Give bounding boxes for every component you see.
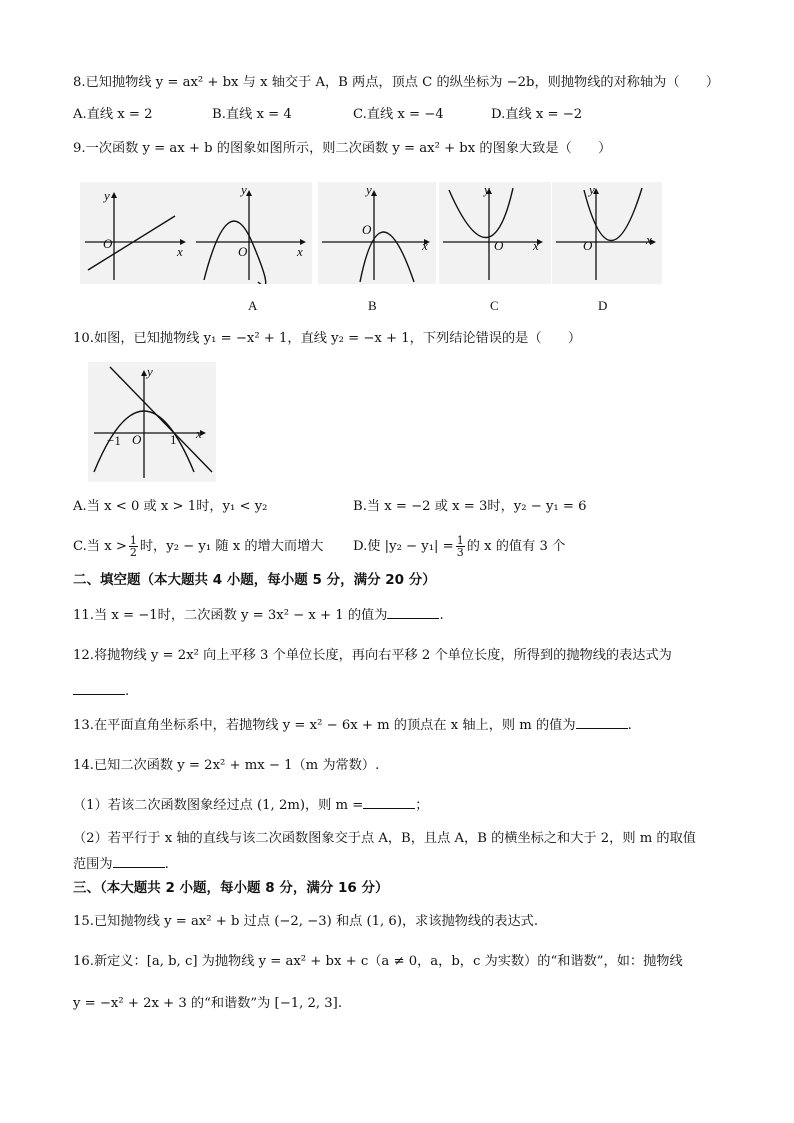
q10-one-label: 1 bbox=[170, 432, 177, 447]
q10-x-label: x bbox=[196, 426, 202, 441]
q14-part1-end: ； bbox=[415, 798, 429, 813]
q9-option-c-label: C bbox=[490, 298, 499, 313]
q12-end: . bbox=[125, 684, 130, 699]
q16-line1: 16.新定义：[a, b, c] 为抛物线 y = ax² + bx + c（a ≠ 0，a，b，c 为实数）的“和谐数”，如：抛物线 bbox=[73, 954, 683, 969]
q14-part2-line1: （2）若平行于 x 轴的直线与该二次函数图象交于点 A，B，且点 A，B 的横坐标之和大于 2，则 m 的取值 bbox=[73, 831, 696, 846]
q9-option-d-label: D bbox=[598, 298, 608, 313]
q9-graph-d-x-label: x bbox=[646, 232, 652, 247]
q10-option-d-prefix: D.使 |y₂ − y₁| = bbox=[353, 539, 454, 554]
q11 bbox=[73, 606, 444, 625]
q10-option-d-fraction bbox=[456, 535, 465, 558]
q9-graph-d-origin-label: O bbox=[583, 238, 593, 253]
q15-text: 15.已知抛物线 y = ax² + b 过点 (−2, −3) 和点 (1, 6)，求该抛物线的表达式. bbox=[73, 914, 539, 929]
q14-stem: 14.已知二次函数 y = 2x² + mx − 1（m 为常数）. bbox=[73, 758, 380, 773]
q14-part2-line2 bbox=[73, 855, 169, 874]
q10-option-c-denominator: 2 bbox=[129, 546, 137, 559]
q11-end: . bbox=[439, 608, 444, 623]
q9-graph1-origin-label: O bbox=[103, 236, 113, 251]
q9-option-b-label: B bbox=[368, 298, 377, 313]
q14-part2-end: . bbox=[164, 857, 169, 872]
q9-option-b-graph bbox=[318, 182, 436, 284]
q8-option-d: D.直线 x = −2 bbox=[491, 107, 583, 122]
q8-stem: 8.已知抛物线 y = ax² + bx 与 x 轴交于 A，B 两点，顶点 C 的纵坐标为 −2b，则抛物线的对称轴为（ ） bbox=[73, 75, 720, 90]
q14-part2-text: 范围为 bbox=[73, 857, 113, 872]
q9-graph-c-origin-label: O bbox=[494, 238, 504, 253]
q12-answer-blank[interactable] bbox=[73, 682, 125, 695]
q10-option-c bbox=[73, 532, 323, 562]
q14-part1-text: （1）若该二次函数图象经过点 (1, 2m)，则 m = bbox=[73, 798, 364, 813]
q11-text: 11.当 x = −1时，二次函数 y = 3x² − x + 1 的值为 bbox=[73, 608, 388, 623]
q9-stem: 9.一次函数 y = ax + b 的图象如图所示，则二次函数 y = ax² + bx 的图象大致是（ ） bbox=[73, 141, 612, 156]
q10-y-label: y bbox=[147, 364, 153, 379]
q10-option-c-numerator: 1 bbox=[129, 534, 137, 547]
q10-option-a: A.当 x < 0 或 x > 1时，y₁ < y₂ bbox=[73, 499, 268, 514]
q16-line2: y = −x² + 2x + 3 的“和谐数”为 [−1, 2, 3]. bbox=[73, 996, 343, 1011]
q10-neg-one-label: −1 bbox=[107, 433, 121, 448]
q14-part2-answer-blank[interactable] bbox=[113, 855, 165, 868]
q9-graph-a-x-label: x bbox=[297, 244, 303, 259]
q10-option-b: B.当 x = −2 或 x = 3时，y₂ − y₁ = 6 bbox=[353, 499, 587, 514]
q9-graph-c-x-label: x bbox=[533, 238, 539, 253]
section-3-heading: 三、（本大题共 2 小题，每小题 8 分，满分 16 分） bbox=[73, 880, 389, 896]
q9-graph1-y-label: y bbox=[104, 188, 110, 203]
q13-end: . bbox=[627, 718, 632, 733]
q13-text: 13.在平面直角坐标系中，若抛物线 y = x² − 6x + m 的顶点在 x 轴上，则 m 的值为 bbox=[73, 718, 576, 733]
q10-option-c-prefix: C.当 x > bbox=[73, 539, 127, 554]
q9-graph-d-y-label: y bbox=[589, 182, 595, 197]
q14-part1-answer-blank[interactable] bbox=[363, 796, 415, 809]
q10-option-c-fraction bbox=[129, 535, 138, 558]
q9-option-a-graph bbox=[192, 182, 312, 284]
q9-graph-b-x-label: x bbox=[422, 238, 428, 253]
q10-stem: 10.如图，已知抛物线 y₁ = −x² + 1，直线 y₂ = −x + 1，下列结论错误的是（ ） bbox=[73, 331, 582, 346]
q11-answer-blank[interactable] bbox=[387, 606, 439, 619]
q14-part1 bbox=[73, 796, 428, 815]
q12-text: 12.将抛物线 y = 2x² 向上平移 3 个单位长度，再向右平移 2 个单位长度，所得到的抛物线的表达式为 bbox=[73, 648, 672, 663]
q9-option-c-graph bbox=[439, 182, 551, 284]
q8-option-a: A.直线 x = 2 bbox=[73, 107, 153, 122]
q9-linear-graph bbox=[80, 182, 192, 284]
q9-graph-c-y-label: y bbox=[484, 182, 490, 197]
q13-answer-blank[interactable] bbox=[576, 716, 628, 729]
q10-option-d-numerator: 1 bbox=[456, 534, 464, 547]
q8-option-b: B.直线 x = 4 bbox=[212, 107, 292, 122]
q9-graph-b-origin-label: O bbox=[362, 222, 372, 237]
q9-graph-a-y-label: y bbox=[241, 182, 247, 197]
q9-option-a-label: A bbox=[248, 298, 258, 313]
q12-answer-line bbox=[73, 682, 129, 701]
q10-option-d-denominator: 3 bbox=[456, 546, 464, 559]
q9-graph-a-origin-label: O bbox=[238, 244, 248, 259]
section-2-heading: 二、填空题（本大题共 4 小题，每小题 5 分，满分 20 分） bbox=[73, 572, 436, 588]
q13 bbox=[73, 716, 632, 735]
q10-origin-label: O bbox=[132, 432, 142, 447]
q10-option-d-suffix: 的 x 的值有 3 个 bbox=[466, 539, 566, 554]
q10-option-d bbox=[353, 532, 565, 562]
q8-option-c: C.直线 x = −4 bbox=[353, 107, 444, 122]
q9-graph1-x-label: x bbox=[177, 244, 183, 259]
q9-graph-b-y-label: y bbox=[366, 182, 372, 197]
q10-option-c-suffix: 时，y₂ − y₁ 随 x 的增大而增大 bbox=[139, 539, 324, 554]
q10-graph bbox=[88, 362, 216, 482]
